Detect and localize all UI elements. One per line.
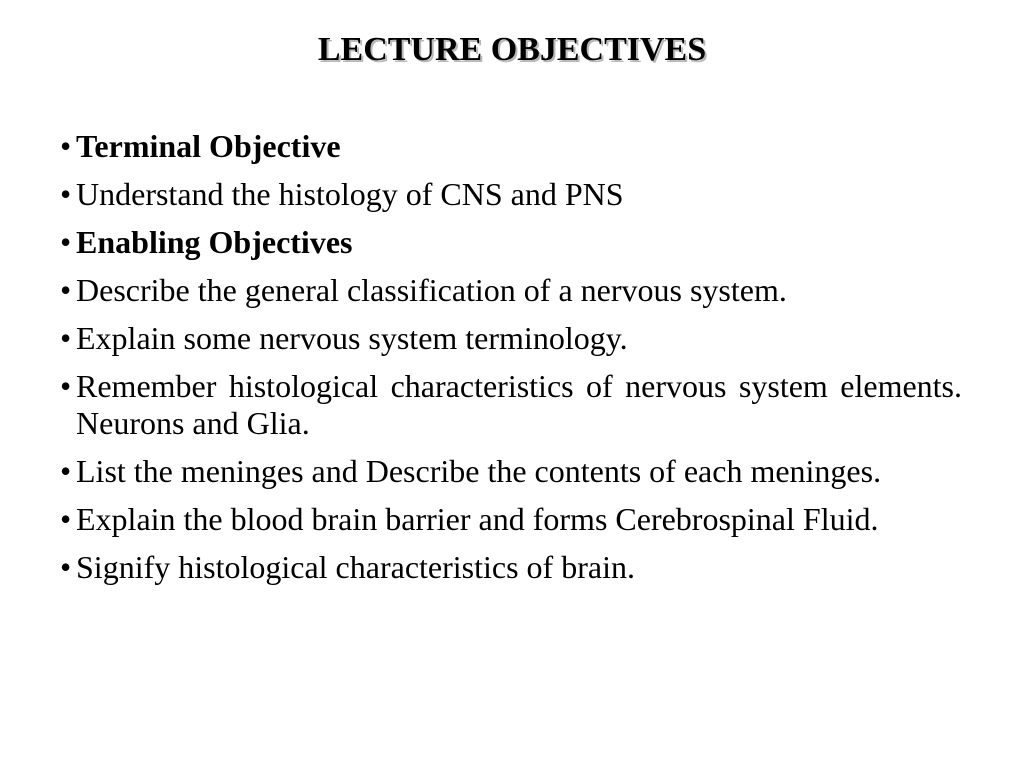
bullet-icon: • [60,453,72,489]
bullet-icon: • [60,224,72,260]
slide-title: LECTURE OBJECTIVES [317,31,707,68]
bullet-icon: • [60,549,72,585]
list-item-text: Understand the histology of CNS and PNS [76,176,624,212]
list-item [60,501,962,538]
list-item-enabling-objectives-heading [60,224,962,261]
list-item [60,272,962,309]
list-item [60,320,962,357]
bullet-icon: • [60,176,72,212]
list-item-text: Terminal Objective [76,128,341,164]
list-item-text: Explain some nervous system terminology. [76,320,628,356]
list-item [60,176,962,213]
bullet-icon: • [60,501,72,537]
bullet-icon: • [60,128,72,164]
list-item-text: Explain the blood brain barrier and forms Cerebrospinal Fluid. [76,501,879,537]
objectives-list [60,128,962,597]
list-item-text: Enabling Objectives [76,224,353,260]
list-item-terminal-objective-heading [60,128,962,165]
list-item-text: List the meninges and Describe the contents of each meninges. [76,453,882,489]
list-item [60,549,962,586]
list-item [60,368,962,442]
list-item-text: Signify histological characteristics of brain. [76,549,635,585]
list-item [60,453,962,490]
list-item-text: Describe the general classification of a nervous system. [76,272,787,308]
bullet-icon: • [60,320,72,356]
bullet-icon: • [60,368,72,404]
bullet-icon: • [60,272,72,308]
list-item-text: Remember histological characteristics of nervous system elements. Neurons and Glia. [76,368,962,441]
